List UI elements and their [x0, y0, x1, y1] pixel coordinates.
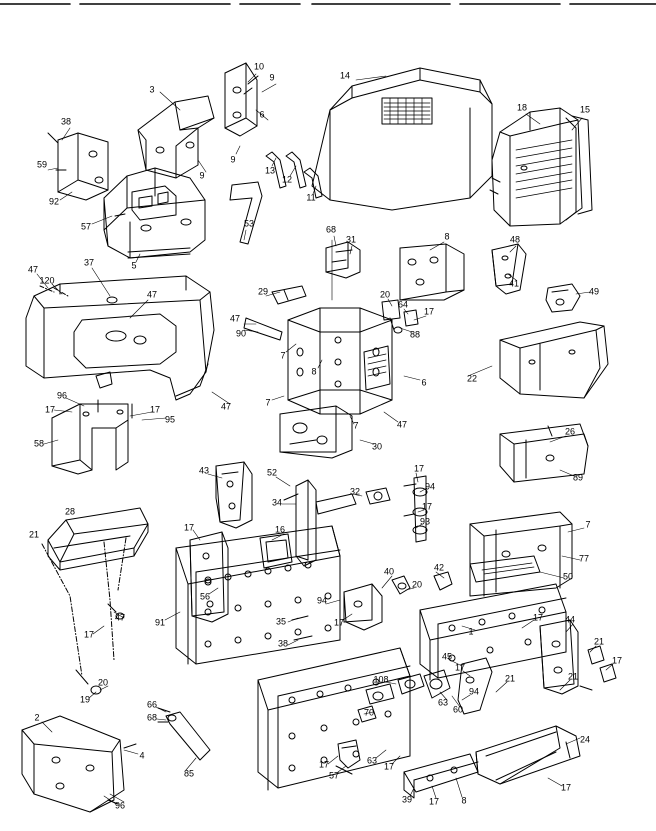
callout-number: 26 — [564, 426, 576, 437]
callout-number: 91 — [154, 617, 166, 628]
callout-number: 56 — [199, 591, 211, 602]
callout-number: 17 — [149, 404, 161, 415]
callout-number: 45 — [441, 651, 453, 662]
callout-number: 8 — [311, 366, 317, 377]
callout-number: 34 — [271, 497, 283, 508]
callout-number: 22 — [466, 373, 478, 384]
callout-number: 43 — [198, 465, 210, 476]
callout-number: 32 — [349, 486, 361, 497]
callout-number: 94 — [468, 686, 480, 697]
callout-number: 20 — [97, 677, 109, 688]
callout-number: 41 — [508, 278, 520, 289]
callout-number: 40 — [383, 566, 395, 577]
callout-number: 7 — [280, 350, 286, 361]
callout-number: 9 — [199, 170, 205, 181]
callout-number: 57 — [328, 770, 340, 781]
callout-number: 12 — [281, 174, 293, 185]
callout-number: 6 — [421, 377, 427, 388]
callout-number: 60 — [452, 704, 464, 715]
callout-number: 63 — [437, 697, 449, 708]
callout-number: 17 — [428, 796, 440, 807]
callout-number: 17 — [532, 612, 544, 623]
callout-number: 16 — [274, 524, 286, 535]
callout-number: 8 — [461, 795, 467, 806]
callout-number: 108 — [373, 674, 389, 685]
callout-number: 35 — [275, 616, 287, 627]
callout-number: 95 — [164, 414, 176, 425]
callout-number: 14 — [339, 70, 351, 81]
callout-number: 47 — [146, 289, 158, 300]
callout-number: 4 — [139, 750, 145, 761]
callout-number: 49 — [588, 286, 600, 297]
callout-number: 47 — [229, 313, 241, 324]
callout-number: 8 — [444, 231, 450, 242]
callout-number: 37 — [83, 257, 95, 268]
callout-number: 15 — [579, 104, 591, 115]
callout-number: 48 — [509, 234, 521, 245]
callout-number: 17 — [421, 501, 433, 512]
callout-number: 17 — [383, 761, 395, 772]
callout-number: 21 — [28, 529, 40, 540]
callout-number: 3 — [149, 84, 155, 95]
callout-number: 57 — [80, 221, 92, 232]
callout-number: 94 — [316, 595, 328, 606]
callout-number: 93 — [419, 516, 431, 527]
callout-number: 17 — [611, 655, 623, 666]
callout-number: 94 — [424, 481, 436, 492]
callout-number: 70 — [363, 707, 375, 718]
callout-number: 47 — [396, 419, 408, 430]
callout-number: 88 — [409, 329, 421, 340]
callout-number: 24 — [579, 734, 591, 745]
callout-number: 7 — [265, 397, 271, 408]
callout-number: 7 — [585, 519, 591, 530]
callout-number: 17 — [423, 306, 435, 317]
callout-number: 63 — [366, 755, 378, 766]
callout-number: 17 — [560, 782, 572, 793]
callout-number: 64 — [397, 299, 409, 310]
callout-number: 17 — [318, 759, 330, 770]
callout-number: 66 — [146, 699, 158, 710]
callout-number: 18 — [516, 102, 528, 113]
callout-number: 17 — [183, 522, 195, 533]
callout-number: 7 — [353, 420, 359, 431]
callout-number: 28 — [64, 506, 76, 517]
callout-number: 52 — [266, 467, 278, 478]
callout-number: 90 — [235, 328, 247, 339]
callout-number: 92 — [48, 196, 60, 207]
callout-number: 50 — [562, 571, 574, 582]
callout-number: 6 — [259, 109, 265, 120]
callout-number: 68 — [325, 224, 337, 235]
callout-number: 17 — [413, 463, 425, 474]
callout-number: 17 — [454, 662, 466, 673]
callout-number: 13 — [264, 165, 276, 176]
callout-number: 38 — [60, 116, 72, 127]
callout-number: 59 — [36, 159, 48, 170]
callout-number: 31 — [345, 234, 357, 245]
callout-number: 9 — [230, 154, 236, 165]
callout-number: 11 — [306, 192, 316, 203]
callout-number: 20 — [379, 289, 391, 300]
callout-number: 19 — [79, 694, 91, 705]
callout-number: 47 — [220, 401, 232, 412]
callout-number: 17 — [83, 629, 95, 640]
callout-number: 68 — [146, 712, 158, 723]
callout-number: 120 — [39, 275, 55, 286]
callout-number: 42 — [433, 562, 445, 573]
callout-number: 21 — [593, 636, 605, 647]
callout-number: 96 — [114, 800, 126, 811]
callout-number: 29 — [257, 286, 269, 297]
callout-number: 9 — [269, 72, 275, 83]
callout-number: 96 — [56, 390, 68, 401]
callout-number: 20 — [411, 579, 423, 590]
callout-number: 38 — [277, 638, 289, 649]
callout-number: 1 — [468, 626, 474, 637]
callout-number: 58 — [33, 438, 45, 449]
callout-number: 5 — [131, 260, 137, 271]
callout-number: 10 — [253, 61, 265, 72]
callout-number: 30 — [371, 441, 383, 452]
callout-number: 39 — [401, 794, 413, 805]
callout-number: 21 — [567, 671, 579, 682]
callout-number: 53 — [243, 218, 255, 229]
callout-number: 17 — [44, 404, 56, 415]
callout-number: 89 — [572, 472, 584, 483]
callout-number: 47 — [27, 264, 39, 275]
callout-number: 2 — [34, 712, 40, 723]
callout-number: 17 — [333, 617, 345, 628]
callout-number: 21 — [504, 673, 516, 684]
callout-number: 77 — [578, 553, 590, 564]
callout-number: 44 — [564, 614, 576, 625]
callout-number: 47 — [114, 612, 126, 623]
callout-number: 85 — [183, 768, 195, 779]
